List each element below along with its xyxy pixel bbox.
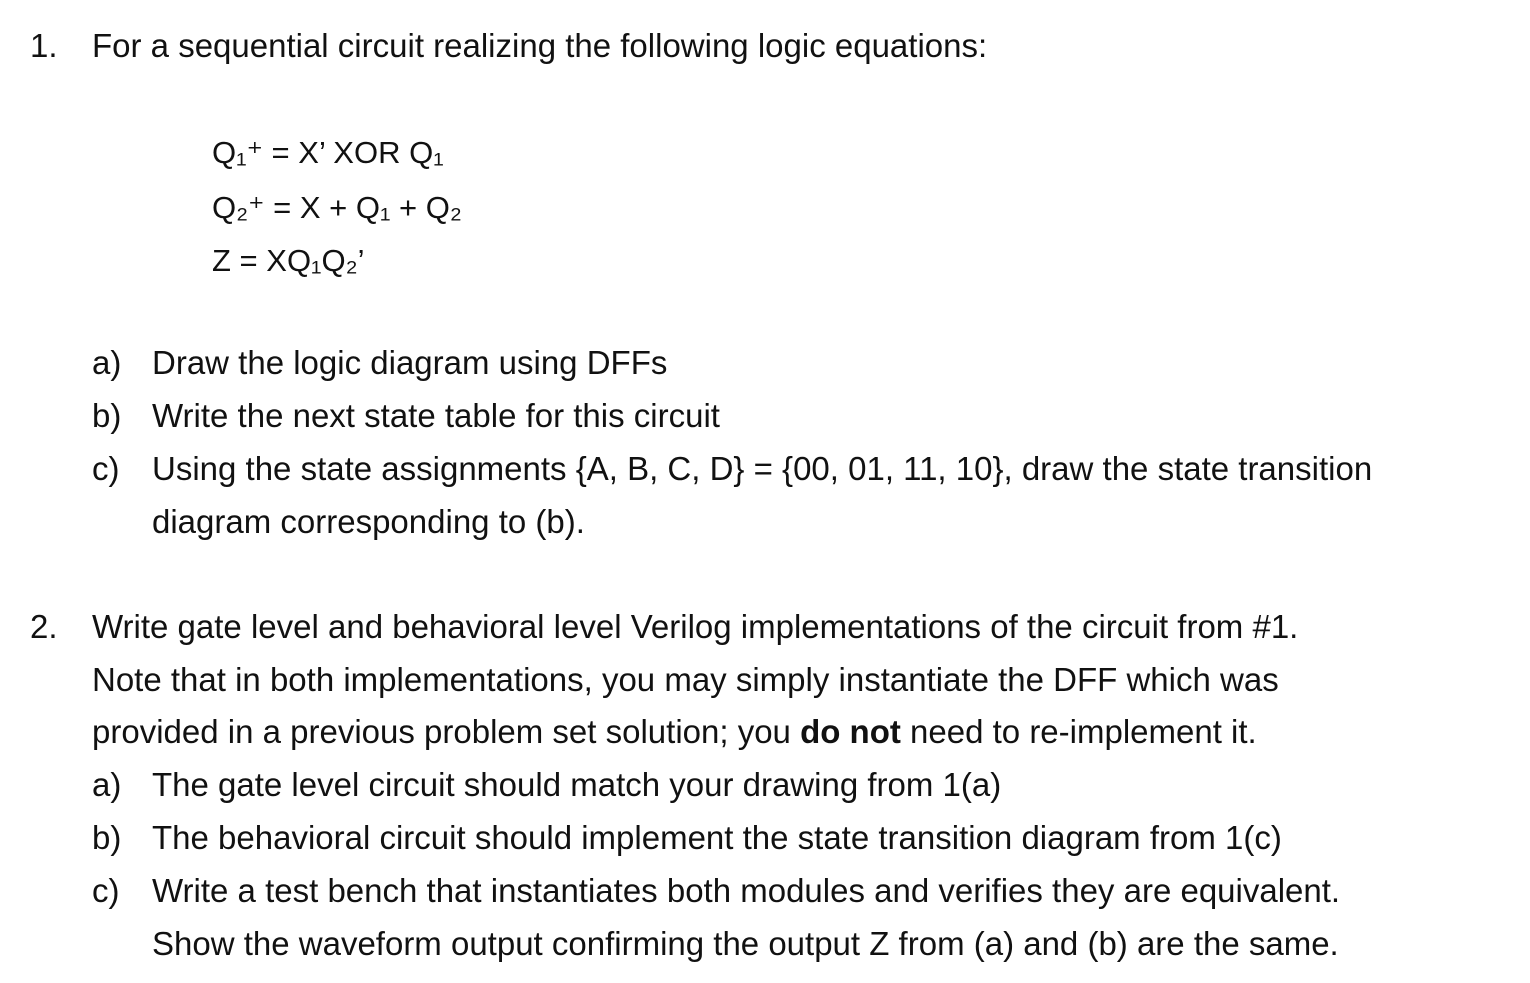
- part-2c-text-line2: Show the waveform output confirming the output Z from (a) and (b) are the same.: [152, 925, 1339, 962]
- part-1b-marker: b): [92, 397, 122, 434]
- part-1c-text-line1: Using the state assignments {A, B, C, D} = {00, 01, 11, 10}, draw the state transition: [152, 450, 1373, 487]
- question-2-line3-start: provided in a previous problem set solution; you: [92, 713, 801, 750]
- part-2b-marker: b): [92, 819, 122, 856]
- part-1c-text-line2: diagram corresponding to (b).: [152, 503, 585, 540]
- question-2-line3-end: need to re-implement it.: [900, 713, 1257, 750]
- part-1c-marker: c): [92, 450, 120, 487]
- question-2-line1: Write gate level and behavioral level Verilog implementations of the circuit from #1.: [92, 608, 1299, 645]
- equation-q2-next: Q₂⁺ = X + Q₁ + Q₂: [212, 190, 462, 225]
- emphasis-do-not: do not: [800, 713, 901, 750]
- part-2a-marker: a): [92, 766, 122, 803]
- equation-q1-next: Q₁⁺ = X’ XOR Q₁: [212, 135, 444, 170]
- part-1a-marker: a): [92, 344, 122, 381]
- question-2-number: 2.: [30, 608, 58, 645]
- question-2-line3: [92, 712, 1257, 752]
- equation-z-output: Z = XQ₁Q₂’: [212, 243, 365, 278]
- part-2c-marker: c): [92, 872, 120, 909]
- part-2b-text: The behavioral circuit should implement the state transition diagram from 1(c): [152, 819, 1282, 856]
- part-1a-text: Draw the logic diagram using DFFs: [152, 344, 668, 381]
- question-1-intro: For a sequential circuit realizing the following logic equations:: [92, 27, 988, 64]
- part-1b-text: Write the next state table for this circuit: [152, 397, 720, 434]
- part-2c-text-line1: Write a test bench that instantiates both modules and verifies they are equivalent.: [152, 872, 1341, 909]
- question-1-number: 1.: [30, 27, 58, 64]
- question-2-line2: Note that in both implementations, you may simply instantiate the DFF which was: [92, 661, 1279, 698]
- part-2a-text: The gate level circuit should match your drawing from 1(a): [152, 766, 1002, 803]
